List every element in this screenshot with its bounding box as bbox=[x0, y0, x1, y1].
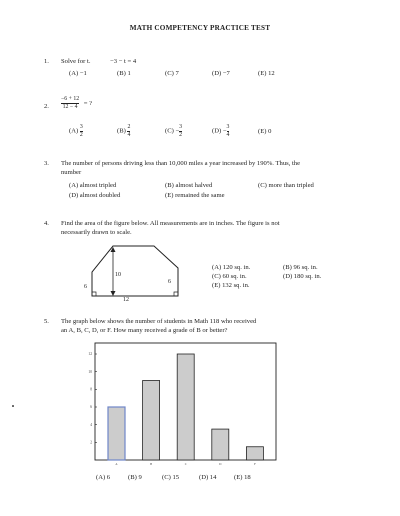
q2-fraction bbox=[61, 96, 79, 110]
q5-line1: The graph below shows the number of students in Math 118 who received bbox=[61, 318, 257, 325]
right-angle-left bbox=[92, 292, 96, 296]
q5-choice-d: (D) 14 bbox=[199, 474, 217, 481]
y-tick-4: 4 bbox=[90, 422, 92, 427]
q4-choice-b: (B) 96 sq. in. bbox=[283, 264, 318, 271]
q1-number: 1. bbox=[44, 58, 49, 65]
q3-choice-b: (B) almost halved bbox=[165, 182, 213, 189]
y-tick-12: 12 bbox=[88, 352, 92, 357]
q3-number: 3. bbox=[44, 160, 49, 167]
q5-choice-b: (B) 9 bbox=[128, 474, 142, 481]
q1-choice-c: (C) 7 bbox=[165, 70, 179, 77]
q4-choice-a: (A) 120 sq. in. bbox=[212, 264, 251, 271]
q4-number: 4. bbox=[44, 220, 49, 227]
q4-choice-e: (E) 132 sq. in. bbox=[212, 282, 250, 289]
label-right: 6 bbox=[168, 279, 171, 285]
q2-choice-d: (D) − $\frac{3}{4}$ bbox=[212, 124, 230, 139]
q3-line2: number bbox=[61, 169, 82, 176]
q1-equation: −3 − t = 4 bbox=[110, 58, 137, 65]
q1-choice-d: (D) −7 bbox=[212, 70, 230, 77]
page-title: MATH COMPETENCY PRACTICE TEST bbox=[129, 24, 271, 32]
q5-choice-e: (E) 18 bbox=[234, 474, 251, 481]
q4-figure bbox=[84, 240, 194, 302]
q4-choice-c: (C) 60 sq. in. bbox=[212, 273, 247, 280]
q4-choice-d: (D) 180 sq. in. bbox=[283, 273, 322, 280]
q4-line2: necessarily drawn to scale. bbox=[61, 229, 132, 236]
q3-choice-a: (A) almost tripled bbox=[69, 182, 117, 189]
q3-line1: The number of persons driving less than 10,000 miles a year increased by 190%. Thus, the bbox=[61, 160, 301, 167]
x-tick-f: F bbox=[254, 462, 256, 466]
bar-d bbox=[212, 429, 229, 460]
y-tick-8: 8 bbox=[90, 387, 92, 392]
q4-line1: Find the area of the figure below. All measurements are in inches. The figure is not bbox=[61, 220, 280, 227]
label-bottom: 12 bbox=[123, 297, 129, 302]
q1-choice-a: (A) −1 bbox=[69, 70, 87, 77]
q5-line2: an A, B, C, D, or F. How many received a grade of B or better? bbox=[61, 327, 228, 334]
x-tick-b: B bbox=[150, 462, 153, 466]
q2-choice-e: (E) 0 bbox=[258, 128, 272, 135]
q2-choice-a: (A) $\frac{3}{2}$ bbox=[69, 124, 83, 139]
grades-bar-chart bbox=[85, 342, 277, 466]
x-tick-d: D bbox=[219, 462, 222, 466]
q2-denominator: 12 − 4 bbox=[62, 104, 78, 111]
bar-b bbox=[143, 381, 160, 461]
bar-f bbox=[246, 447, 263, 460]
y-tick-6: 6 bbox=[90, 405, 92, 410]
pentagon-outline bbox=[92, 246, 178, 296]
q1-choice-b: (B) 1 bbox=[117, 70, 131, 77]
q5-choice-a: (A) 6 bbox=[96, 474, 111, 481]
q1-prompt: Solve for t. bbox=[61, 58, 91, 65]
margin-dot bbox=[12, 405, 14, 407]
q2-choice-c: (C) − $\frac{3}{2}$ bbox=[165, 124, 183, 139]
label-left: 6 bbox=[84, 284, 87, 290]
chart-x-axis bbox=[115, 462, 256, 466]
bar-a bbox=[108, 407, 125, 460]
x-tick-c: C bbox=[184, 462, 187, 466]
q2-numerator: −6 + 12 bbox=[61, 96, 80, 102]
q2-expression bbox=[61, 96, 92, 110]
x-tick-a: A bbox=[115, 462, 118, 466]
y-tick-10: 10 bbox=[88, 369, 92, 374]
q2-number: 2. bbox=[44, 103, 49, 110]
q3-choice-e: (E) remained the same bbox=[165, 192, 225, 199]
q3-choice-c: (C) more than tripled bbox=[258, 182, 314, 189]
label-height: 10 bbox=[115, 272, 121, 278]
q2-tail: = ? bbox=[83, 99, 93, 107]
q1-choice-e: (E) 12 bbox=[258, 70, 275, 77]
q5-choice-c: (C) 15 bbox=[162, 474, 180, 481]
right-angle-right bbox=[174, 292, 178, 296]
q2-choice-b: (B) $\frac{2}{4}$ bbox=[117, 124, 131, 139]
bar-c bbox=[177, 354, 194, 460]
height-arrow-bottom bbox=[111, 291, 116, 296]
y-tick-2: 2 bbox=[90, 440, 92, 445]
q5-number: 5. bbox=[44, 318, 49, 325]
q3-choice-d: (D) almost doubled bbox=[69, 192, 121, 199]
